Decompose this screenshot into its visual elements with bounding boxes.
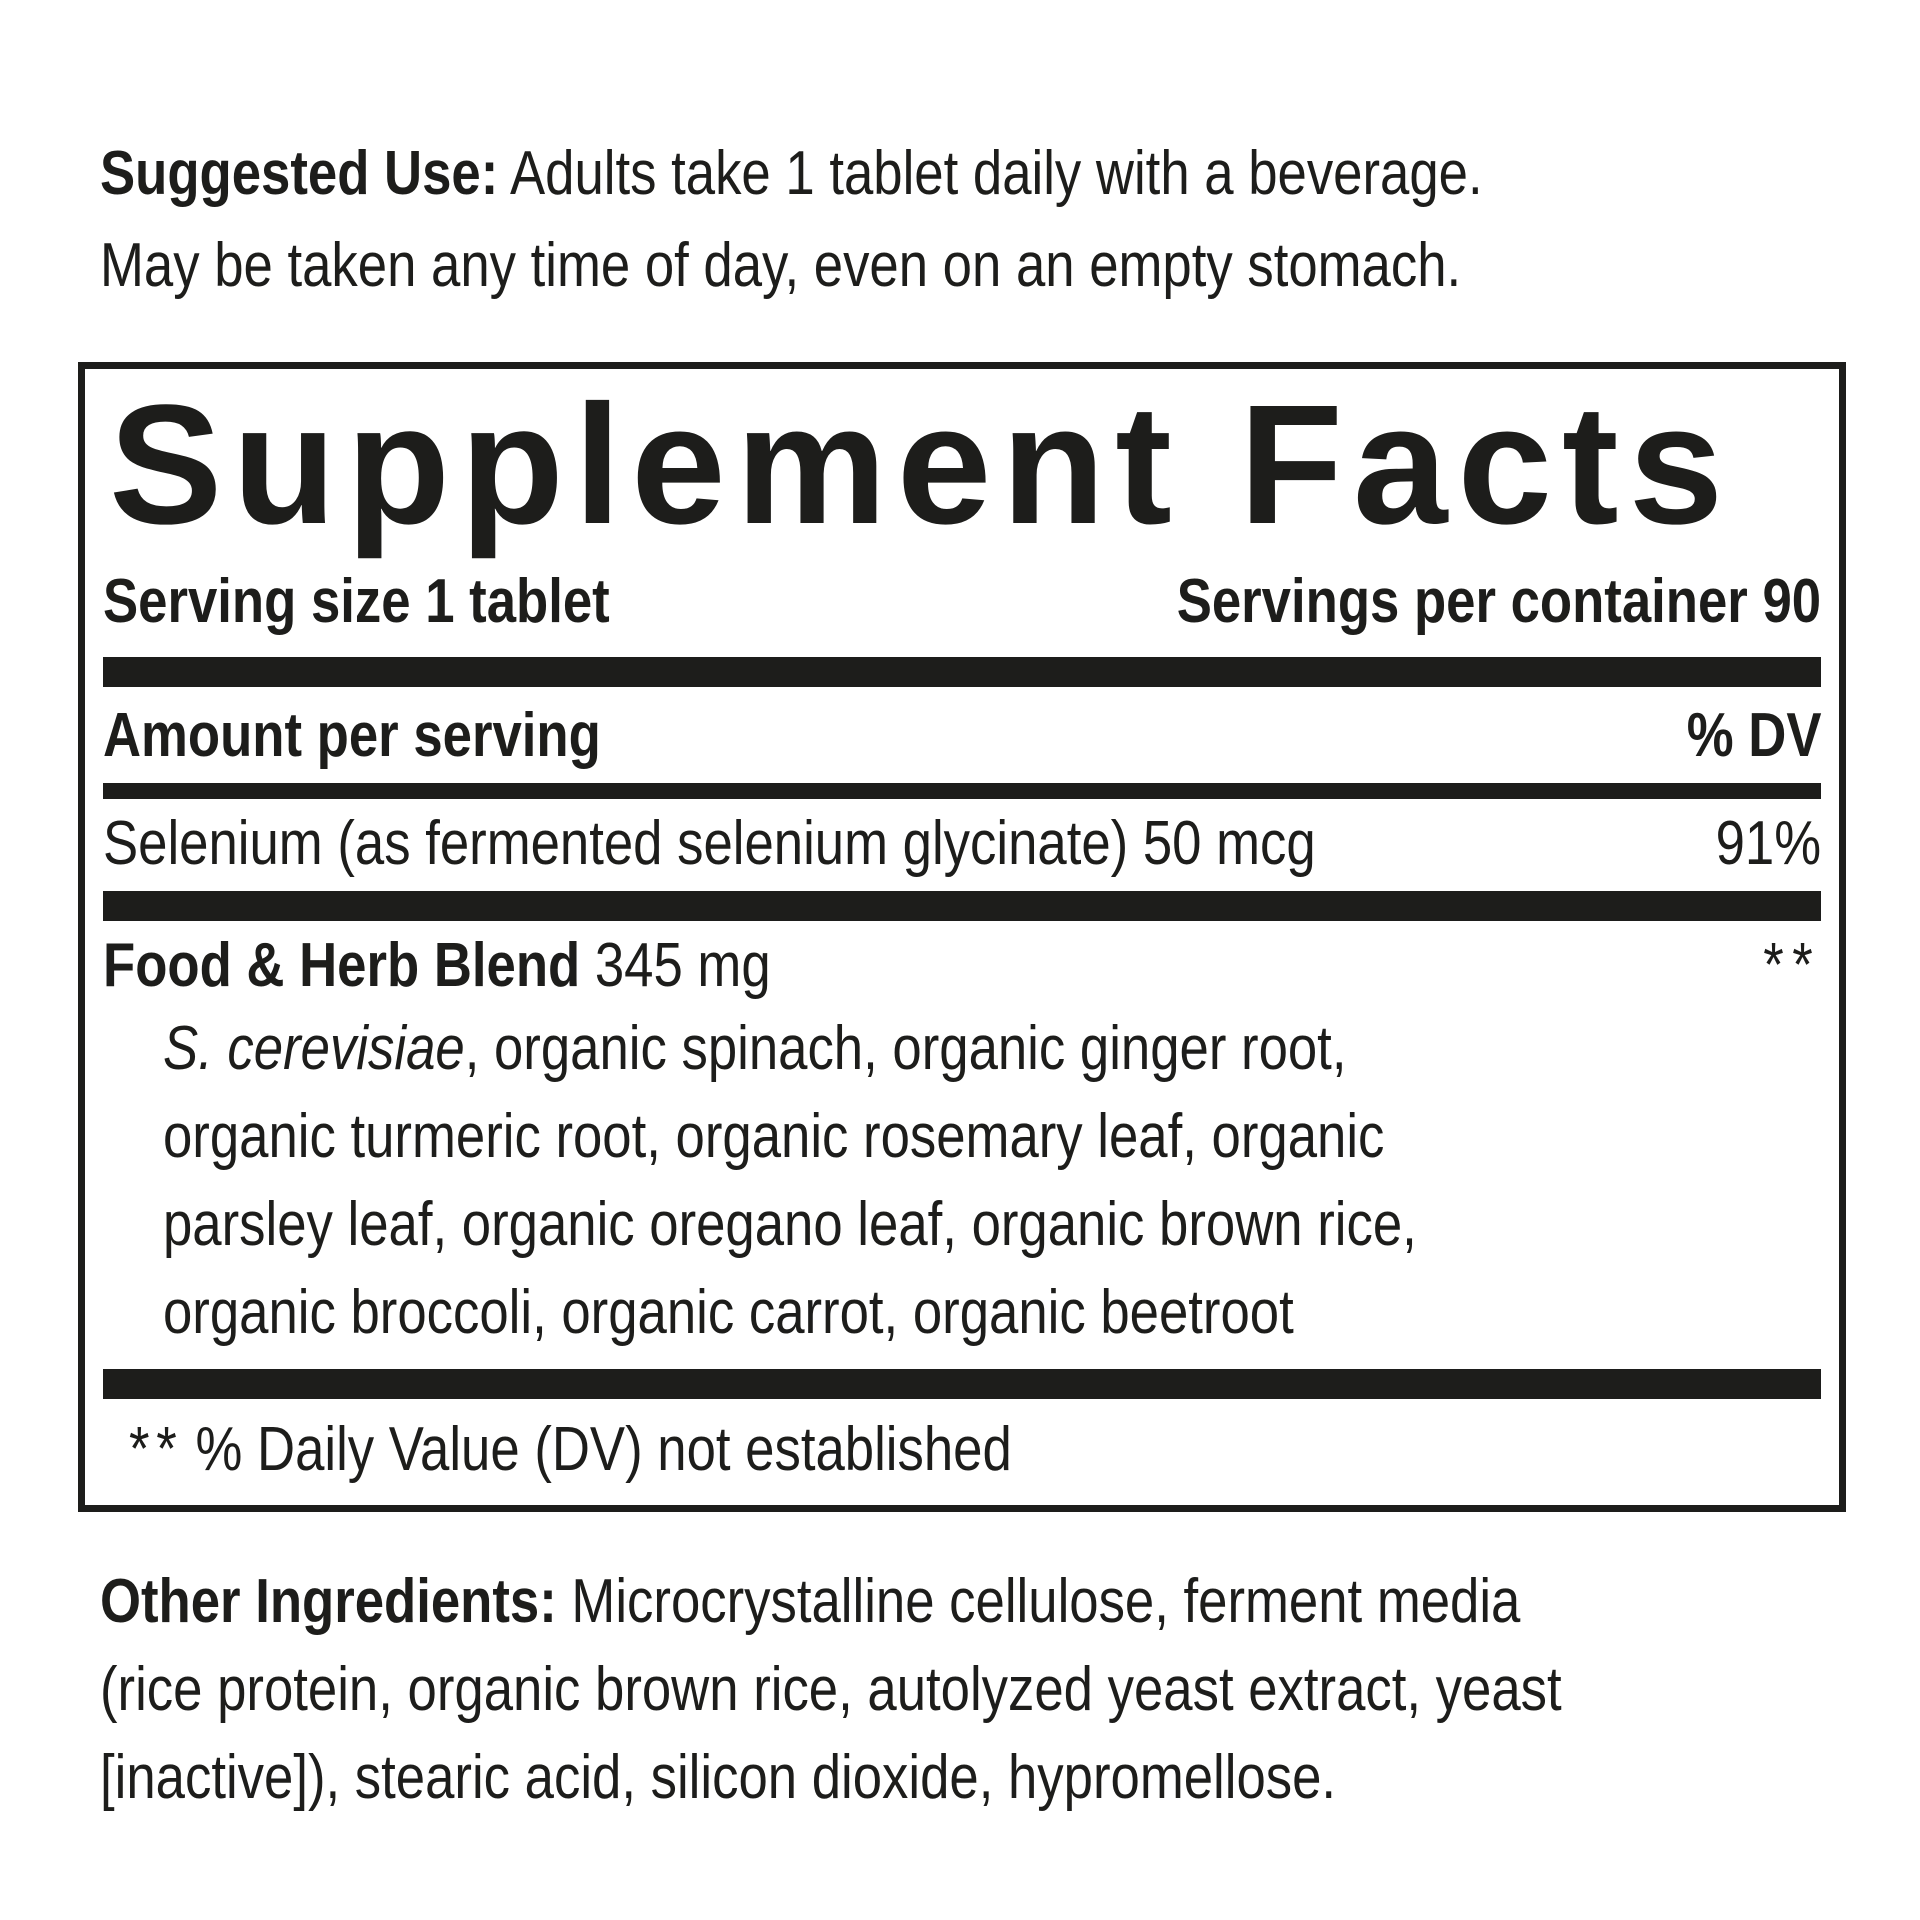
amount-per-serving-header: Amount per serving	[103, 701, 601, 770]
supplement-facts-panel	[78, 362, 1846, 1512]
suggested-use-line-2	[100, 220, 1920, 312]
selenium-name: Selenium (as fermented selenium glycinate) 50 mcg	[103, 809, 1316, 878]
suggested-use-line-1	[100, 128, 1920, 220]
blend-species-italic: S. cerevisiae	[163, 1014, 465, 1083]
suggested-use-text-1: Adults take 1 tablet daily with a beverage.	[510, 139, 1483, 208]
blend-line-4: organic broccoli, organic carrot, organic beetroot	[163, 1278, 1294, 1347]
blend-amount: 345 mg	[594, 931, 771, 1000]
divider-thick-top	[103, 657, 1821, 687]
divider-thick-bottom	[103, 1369, 1821, 1399]
footnote-asterisks: **	[129, 1415, 184, 1484]
servings-per-container: Servings per container 90	[1176, 567, 1821, 636]
serving-size: Serving size 1 tablet	[103, 567, 610, 636]
footnote-text: % Daily Value (DV) not established	[195, 1415, 1012, 1484]
other-ingredients-paragraph	[100, 1558, 1920, 1822]
selenium-row	[103, 809, 1821, 879]
selenium-dv-value: 91%	[1715, 809, 1821, 878]
suggested-use-paragraph	[100, 128, 1920, 312]
blend-line-1	[163, 1005, 1821, 1093]
other-ingredients-line-2: (rice protein, organic brown rice, autolyzed yeast extract, yeast	[100, 1655, 1562, 1724]
blend-title-row	[103, 931, 1821, 1001]
blend-line-3: parsley leaf, organic oregano leaf, organic brown rice,	[163, 1190, 1417, 1259]
serving-info-row	[103, 567, 1821, 637]
suggested-use-heading: Suggested Use:	[100, 139, 499, 208]
blend-name: Food & Herb Blend	[103, 931, 581, 1000]
other-ingredients-heading: Other Ingredients:	[100, 1567, 557, 1636]
other-ingredients-text-1: Microcrystalline cellulose, ferment media	[571, 1567, 1521, 1636]
blend-ingredient-list	[163, 1005, 1821, 1357]
other-ingredients-line-1	[100, 1558, 1920, 1646]
blend-line-1-rest: , organic spinach, organic ginger root,	[464, 1014, 1347, 1083]
blend-dv-asterisks: **	[1762, 931, 1821, 1000]
other-ingredients-line-3: [inactive]), stearic acid, silicon dioxide, hypromellose.	[100, 1743, 1337, 1812]
panel-title: Supplement Facts	[109, 370, 1734, 560]
divider-thin	[103, 783, 1821, 799]
suggested-use-text-2: May be taken any time of day, even on an empty stomach.	[100, 231, 1462, 300]
dv-footnote	[103, 1415, 1821, 1485]
dv-header: % DV	[1686, 701, 1821, 770]
amount-header-row	[103, 701, 1821, 771]
divider-thick-middle	[103, 891, 1821, 921]
blend-line-2: organic turmeric root, organic rosemary leaf, organic	[163, 1102, 1385, 1171]
